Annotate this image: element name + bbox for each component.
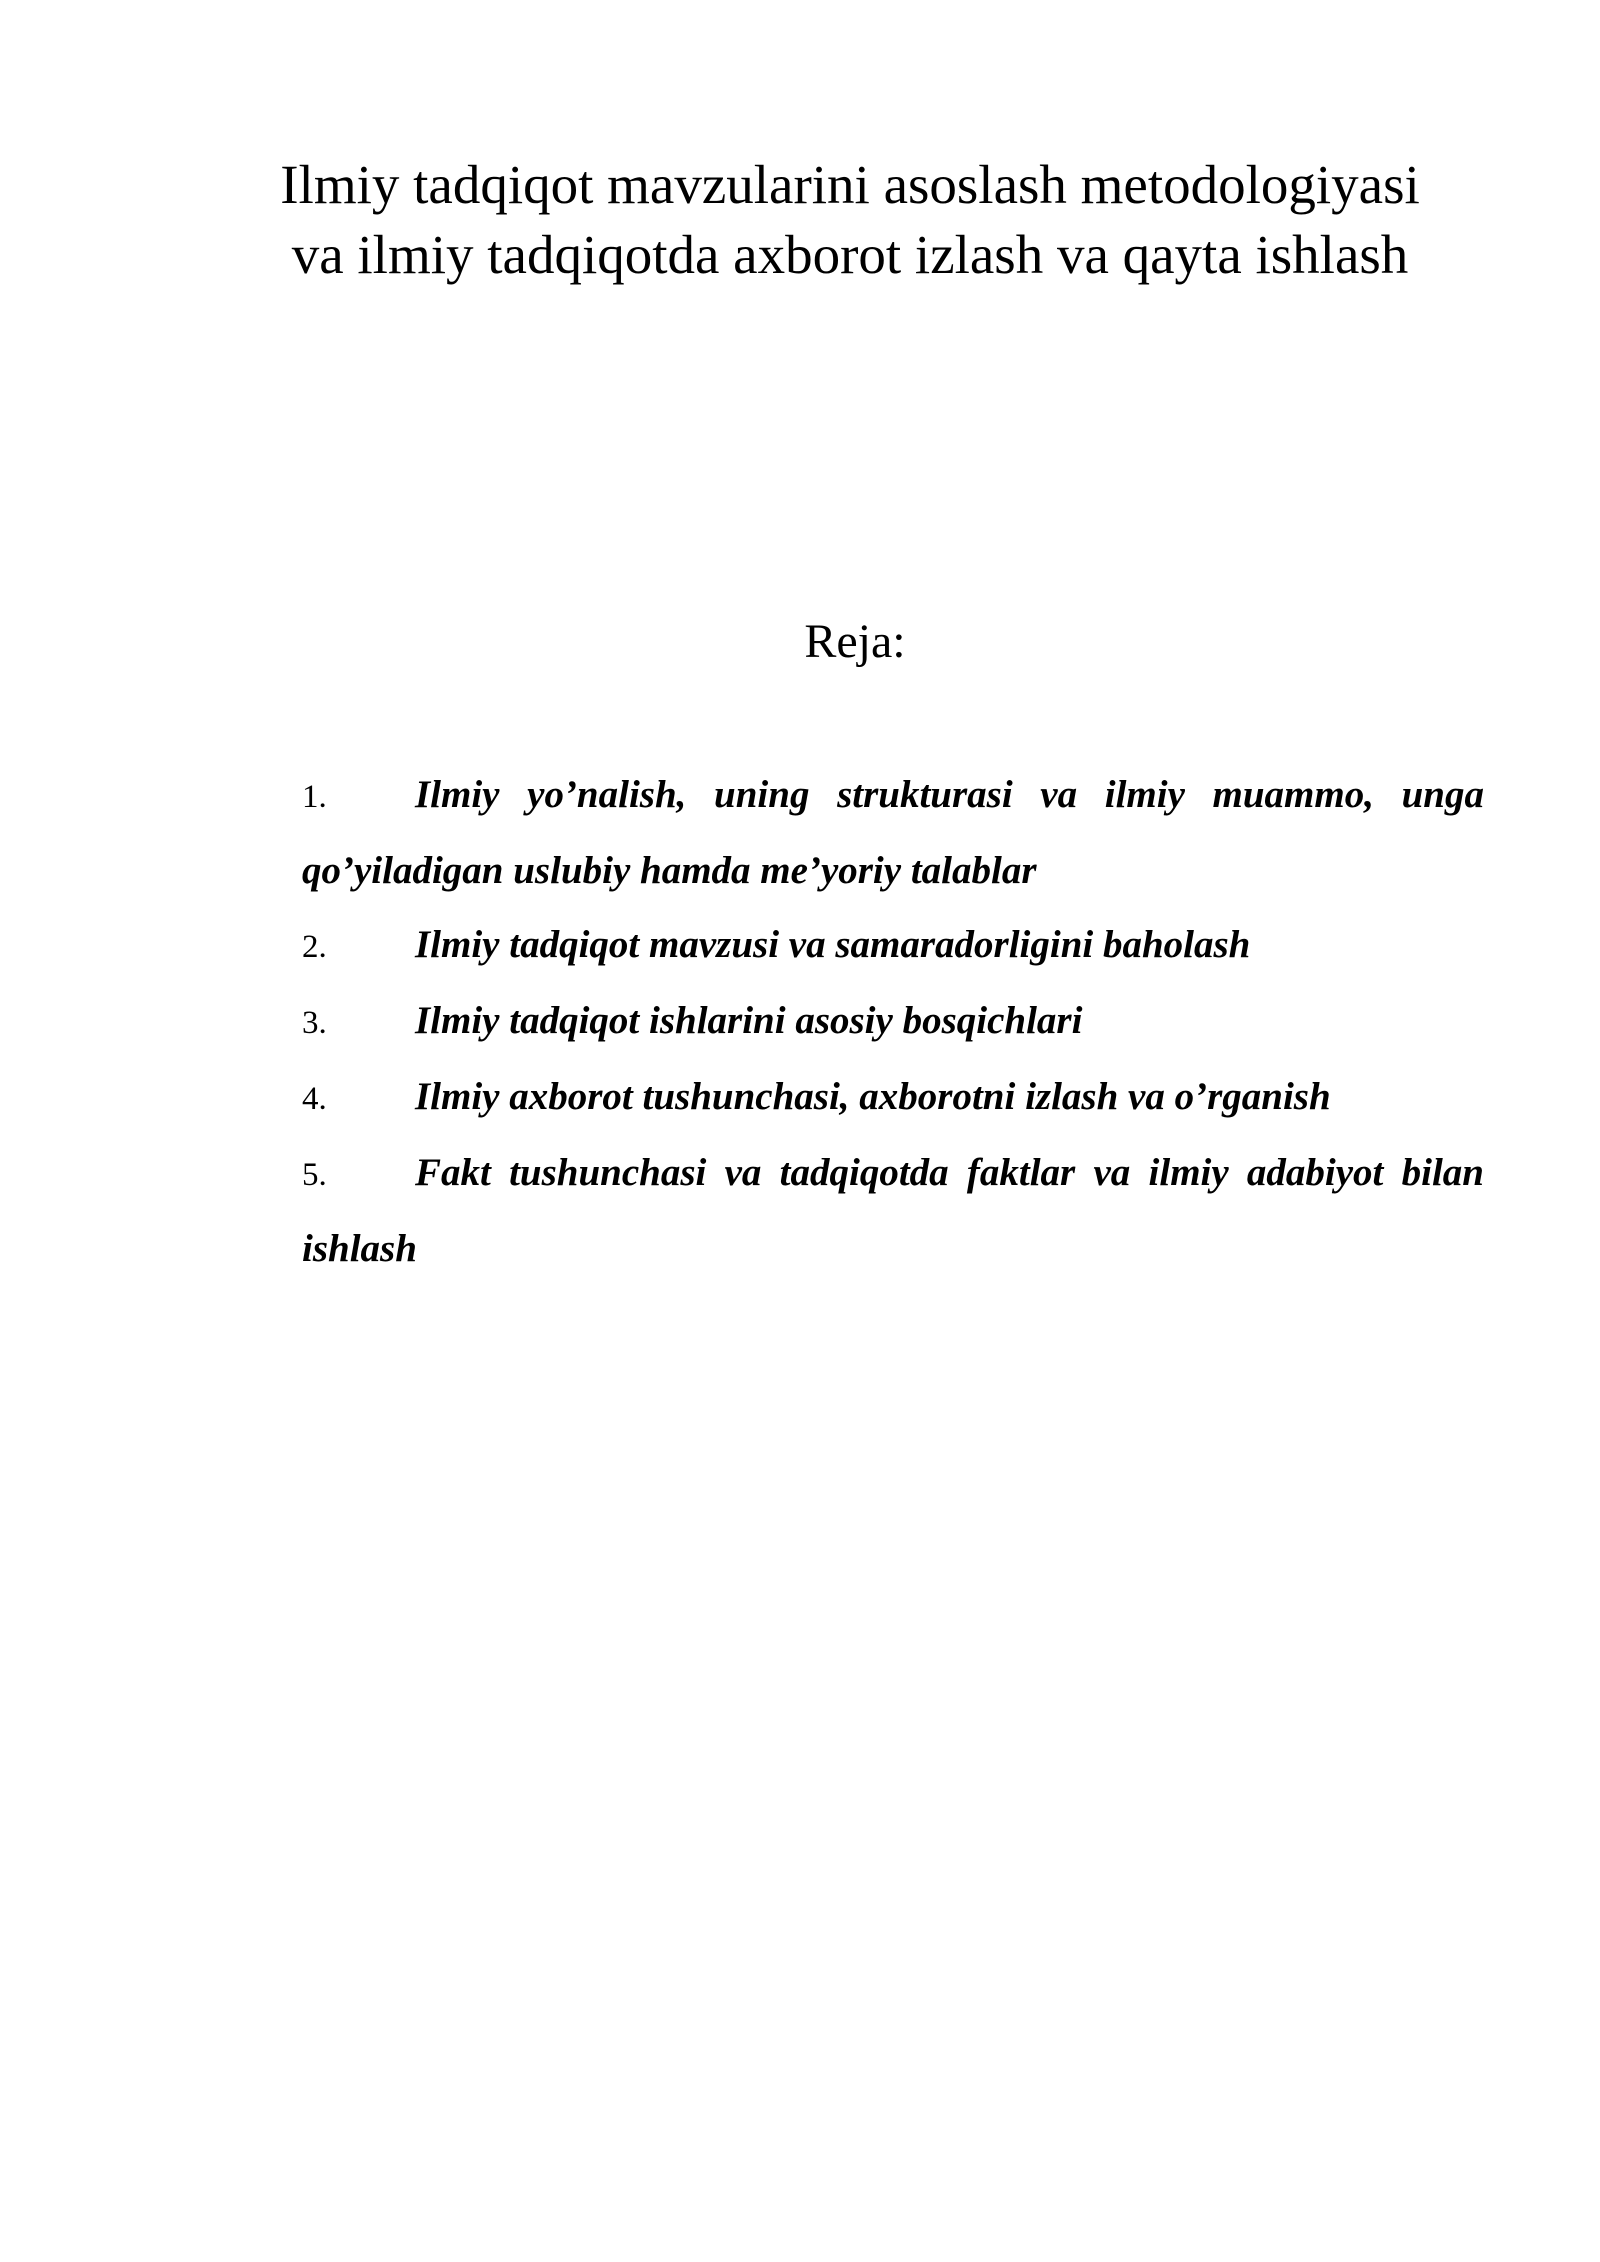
plan-item-number: 1.: [302, 779, 327, 815]
plan-item-text: Ilmiy tadqiqot mavzusi va samaradorligini baholash: [415, 923, 1251, 966]
plan-item-text: Ilmiy yo’nalish, uning strukturasi va ilmiy muammo, unga qo’yiladigan uslubiy hamda me’yoriy talablar: [302, 773, 1484, 892]
plan-item-1: [302, 758, 1484, 908]
plan-item-text: Ilmiy axborot tushunchasi, axborotni izlash va o’rganish: [415, 1075, 1331, 1118]
title-line-1: Ilmiy tadqiqot mavzularini asoslash metodologiyasi: [280, 154, 1420, 215]
plan-item-text: Ilmiy tadqiqot ishlarini asosiy bosqichlari: [415, 999, 1083, 1042]
plan-heading: Reja:: [804, 615, 906, 668]
plan-list: [302, 758, 1484, 1286]
document-title: [150, 150, 1550, 290]
plan-item-text: Fakt tushunchasi va tadqiqotda faktlar va ilmiy adabiyot bilan ishlash: [302, 1151, 1484, 1270]
plan-item-4: [302, 1060, 1484, 1136]
plan-item-number: 3.: [302, 1005, 327, 1041]
plan-item-2: [302, 908, 1484, 984]
plan-item-number: 4.: [302, 1081, 327, 1117]
plan-item-number: 5.: [302, 1157, 327, 1193]
plan-item-number: 2.: [302, 929, 327, 965]
plan-item-3: [302, 984, 1484, 1060]
title-line-2: va ilmiy tadqiqotda axborot izlash va qayta ishlash: [291, 224, 1409, 285]
plan-item-5: [302, 1136, 1484, 1286]
